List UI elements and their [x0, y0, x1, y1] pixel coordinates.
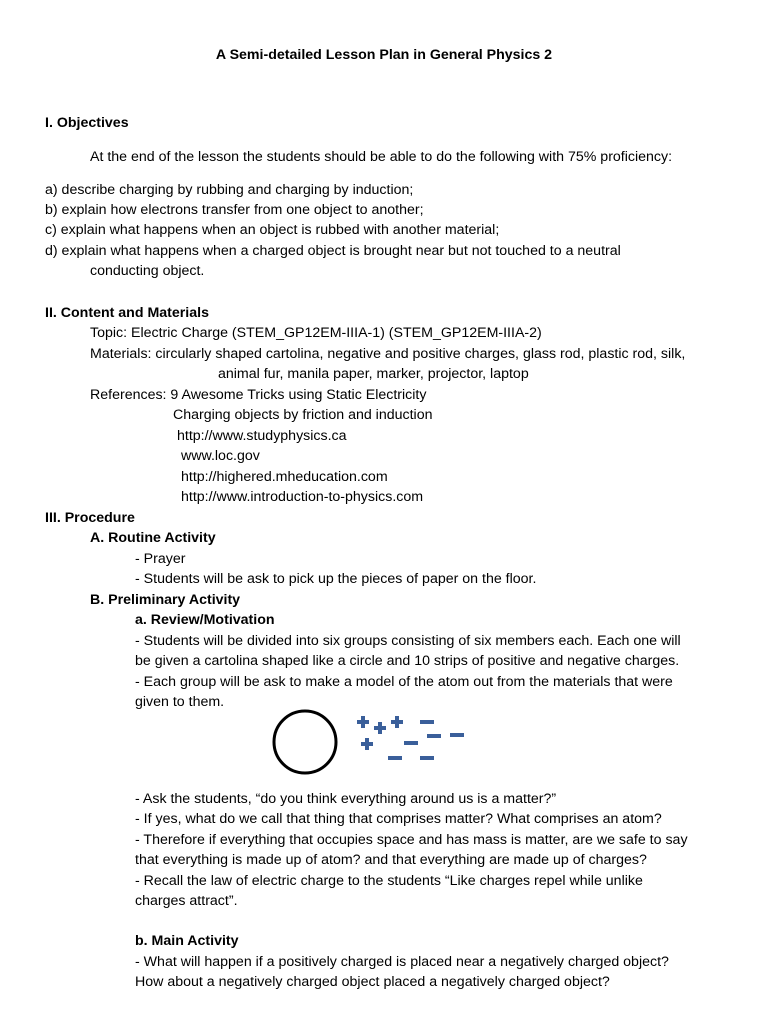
- review-text-line: - Students will be divided into six groups consisting of six members each. Each one will: [135, 633, 681, 649]
- question-line: - If yes, what do we call that thing that comprises matter? What comprises an atom?: [135, 811, 662, 827]
- routine-item: - Prayer: [135, 551, 186, 567]
- negative-charge: [388, 756, 402, 760]
- objectives-intro: At the end of the lesson the students should be able to do the following with 75% proficiency:: [90, 149, 673, 165]
- cartolina-circle: [274, 711, 336, 773]
- negative-charge: [427, 734, 441, 738]
- positive-charge: [357, 716, 369, 728]
- objectives-heading: I. Objectives: [45, 115, 129, 131]
- atom-model-figure: [268, 704, 478, 784]
- question-line: - Recall the law of electric charge to the students “Like charges repel while unlike: [135, 873, 643, 889]
- positive-charge-bar: [378, 722, 382, 734]
- objective-item-continuation: conducting object.: [90, 263, 205, 279]
- question-line: - Ask the students, “do you think everything around us is a matter?”: [135, 791, 557, 807]
- positive-charge-bar: [395, 716, 399, 728]
- positive-charge-bar: [365, 738, 369, 750]
- negative-charge: [420, 720, 434, 724]
- reference-link: http://highered.mheducation.com: [181, 469, 388, 485]
- reference-link: http://www.introduction-to-physics.com: [181, 489, 424, 505]
- review-text-line: be given a cartolina shaped like a circle and 10 strips of positive and negative charges.: [135, 653, 680, 669]
- materials-line: Materials: circularly shaped cartolina, negative and positive charges, glass rod, plastic rod, silk,: [90, 346, 686, 362]
- routine-activity-heading: A. Routine Activity: [90, 530, 216, 546]
- positive-charge: [391, 716, 403, 728]
- review-text-line: - Each group will be ask to make a model of the atom out from the materials that were: [135, 674, 673, 690]
- objective-item: d) explain what happens when a charged object is brought near but not touched to a neutral: [45, 243, 621, 259]
- document-title: A Semi-detailed Lesson Plan in General Physics 2: [215, 47, 553, 63]
- reference-link: www.loc.gov: [181, 448, 260, 464]
- reference-link: http://www.studyphysics.ca: [177, 428, 347, 444]
- main-activity-heading: b. Main Activity: [135, 933, 239, 949]
- question-line: - Therefore if everything that occupies space and has mass is matter, are we safe to say: [135, 832, 688, 848]
- objective-item: a) describe charging by rubbing and charging by induction;: [45, 182, 414, 198]
- objective-item: c) explain what happens when an object is rubbed with another material;: [45, 222, 500, 238]
- positive-charge-bar: [361, 716, 365, 728]
- negative-charge: [450, 733, 464, 737]
- preliminary-activity-heading: B. Preliminary Activity: [90, 592, 241, 608]
- main-activity-line: - What will happen if a positively charged is placed near a negatively charged object?: [135, 954, 669, 970]
- references-line: References: 9 Awesome Tricks using Static Electricity: [90, 387, 427, 403]
- question-line: charges attract”.: [135, 893, 238, 909]
- review-motivation-heading: a. Review/Motivation: [135, 612, 275, 628]
- positive-charge: [361, 738, 373, 750]
- question-line: that everything is made up of atom? and that everything are made up of charges?: [135, 852, 647, 868]
- procedure-heading: III. Procedure: [45, 510, 135, 526]
- negative-charge: [404, 741, 418, 745]
- materials-continuation: animal fur, manila paper, marker, projector, laptop: [218, 366, 529, 382]
- positive-charge: [374, 722, 386, 734]
- charge-strips: [357, 716, 464, 760]
- objective-item: b) explain how electrons transfer from one object to another;: [45, 202, 424, 218]
- topic-line: Topic: Electric Charge (STEM_GP12EM-IIIA-1) (STEM_GP12EM-IIIA-2): [90, 325, 542, 341]
- routine-item: - Students will be ask to pick up the pieces of paper on the floor.: [135, 571, 537, 587]
- review-text-line: given to them.: [135, 694, 225, 710]
- negative-charge: [420, 756, 434, 760]
- main-activity-line: How about a negatively charged object placed a negatively charged object?: [135, 974, 610, 990]
- content-heading: II. Content and Materials: [45, 305, 209, 321]
- reference-item: Charging objects by friction and induction: [173, 407, 433, 423]
